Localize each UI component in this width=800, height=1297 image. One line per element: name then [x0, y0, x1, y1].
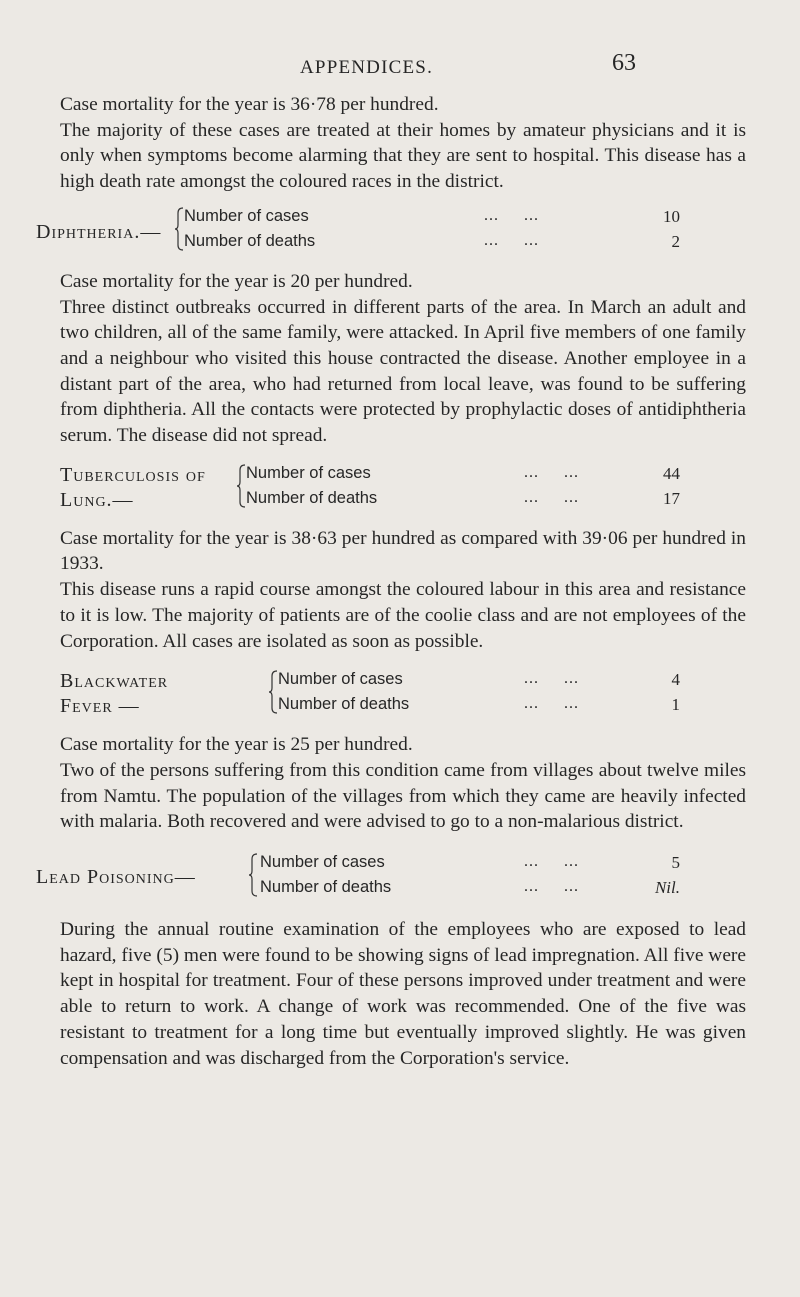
tuberculosis-cases-value: 44: [663, 463, 680, 483]
diphtheria-deaths-dots: ... ...: [484, 231, 539, 249]
blackwater-label-line1: Blackwater: [60, 670, 169, 693]
body-text: [36, 92, 746, 1071]
lead-deaths-value: Nil.: [654, 878, 680, 898]
diphtheria-deaths-label: Number of deaths: [184, 231, 316, 250]
page-header: [0, 48, 800, 88]
paragraph-coolie: This disease runs a rapid course amongst the coloured labour in this area and resistance to it is low. The majority of patients are of the coolie class and are not employees of the Corporation. All cases are isolated as soon as possible.: [60, 579, 746, 652]
brace-icon: [268, 670, 278, 714]
paragraph-outbreaks: Three distinct outbreaks occurred in different parts of the area. In March an adult and two children, all of the same family, were attacked. In April five members of one family and a neighbour who visited this house contracted the disease. Another employee in a distant part of the area, who had returned from local leave, was found to be suffering from diphtheria. All the contacts were protected by prophylactic doses of antidiphtheria serum. The disease did not spread.: [60, 296, 746, 447]
blackwater-label-line2: Fever —: [60, 695, 140, 718]
lead-deaths-dots: ... ...: [524, 878, 579, 896]
diphtheria-deaths-value: 2: [671, 231, 680, 251]
blackwater-cases-dots: ... ...: [524, 670, 579, 688]
diphtheria-stats: [36, 206, 746, 255]
paragraph-case-mortality-3: Case mortality for the year is 38·63 per hundred as compared with 39·06 per hundred in 1933.: [60, 527, 746, 575]
tuberculosis-deaths-label: Number of deaths: [246, 488, 378, 507]
tuberculosis-deaths-value: 17: [663, 488, 680, 508]
blackwater-stats: [60, 670, 746, 718]
tuberculosis-label-line1: Tuberculosis of: [60, 463, 206, 486]
diphtheria-cases-label: Number of cases: [184, 206, 309, 225]
paragraph-villages: Two of the persons suffering from this condition came from villages about twelve miles from Namtu. The population of the villages from which they came are heavily infected with malaria. Both recovered and were advised to go to a non-malarious district.: [60, 759, 746, 833]
lead-cases-label: Number of cases: [260, 853, 385, 872]
lead-poisoning-label: Lead Poisoning—: [36, 866, 196, 889]
blackwater-deaths-value: 1: [671, 695, 680, 715]
paragraph-case-mortality-1: Case mortality for the year is 36·78 per hundred.: [60, 94, 439, 115]
blackwater-deaths-dots: ... ...: [524, 695, 579, 713]
paragraph-lead-examination: During the annual routine examination of the employees who are exposed to lead hazard, five (5) men were found to be showing signs of lead impregnation. All five were kept in hospital for treatment. Four of these persons improved under treatment and were able to return to work. A change of work was recommended. One of the five was resistant to treatment for a long time but eventually improved slightly. He was given compensation and was discharged from the Corporation's service.: [60, 919, 746, 1069]
page-number: 63: [612, 50, 636, 76]
lead-cases-dots: ... ...: [524, 853, 579, 871]
lead-deaths-label: Number of deaths: [260, 878, 392, 897]
brace-icon: [236, 464, 246, 508]
blackwater-cases-label: Number of cases: [278, 670, 403, 689]
lead-poisoning-stats: [36, 853, 746, 901]
paragraph-treatment: The majority of these cases are treated at their homes by amateur physicians and it is only when symptoms become alarming that they are sent to hospital. This disease has a high death rate amongst the coloured races in the district.: [60, 119, 746, 193]
tuberculosis-deaths-dots: ... ...: [524, 488, 579, 506]
paragraph-case-mortality-2: Case mortality for the year is 20 per hundred.: [60, 270, 413, 292]
tuberculosis-stats: [60, 464, 746, 512]
brace-icon: [174, 207, 184, 251]
diphtheria-cases-value: 10: [663, 206, 680, 226]
paragraph-case-mortality-4: Case mortality for the year is 25 per hundred.: [60, 734, 413, 756]
tuberculosis-label-line2: Lung.—: [60, 488, 134, 511]
lead-cases-value: 5: [671, 853, 680, 873]
diphtheria-label: Diphtheria.—: [36, 220, 162, 243]
running-head: APPENDICES.: [300, 57, 434, 78]
brace-icon: [248, 853, 258, 897]
blackwater-deaths-label: Number of deaths: [278, 695, 410, 714]
diphtheria-cases-dots: ... ...: [484, 206, 539, 224]
tuberculosis-cases-label: Number of cases: [246, 463, 371, 482]
blackwater-cases-value: 4: [671, 670, 680, 690]
tuberculosis-cases-dots: ... ...: [524, 463, 579, 481]
